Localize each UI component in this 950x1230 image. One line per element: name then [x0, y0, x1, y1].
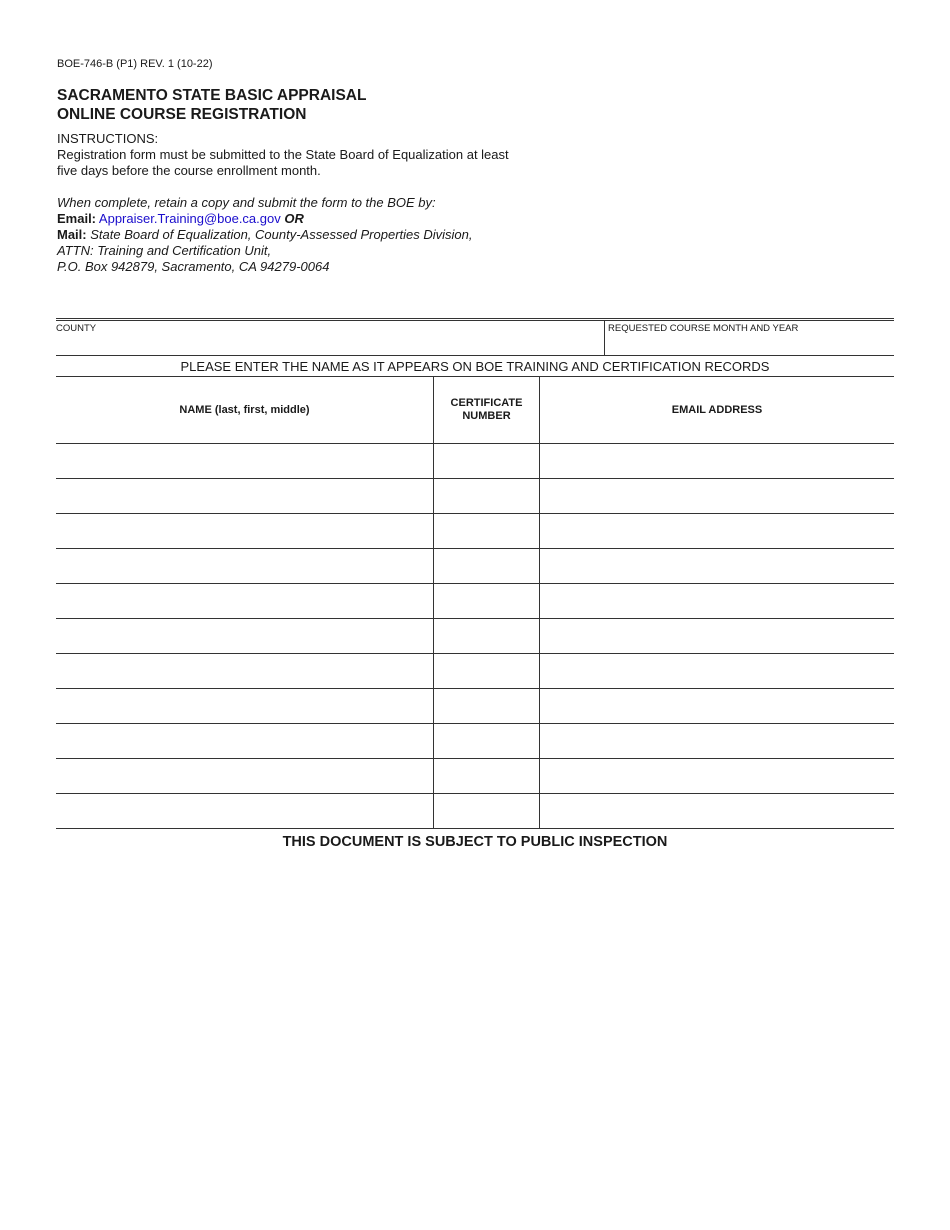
table-row — [56, 794, 894, 829]
email-cell[interactable] — [540, 759, 895, 794]
course-month-field[interactable] — [604, 321, 894, 355]
table-row — [56, 724, 894, 759]
county-field[interactable] — [56, 321, 604, 355]
page-title — [57, 86, 366, 124]
name-cell[interactable] — [56, 794, 434, 829]
certificate-cell[interactable] — [434, 514, 540, 549]
certificate-cell[interactable] — [434, 689, 540, 724]
name-cell[interactable] — [56, 444, 434, 479]
form-id: BOE-746-B (P1) REV. 1 (10-22) — [57, 58, 213, 70]
certificate-cell[interactable] — [434, 724, 540, 759]
course-month-label: REQUESTED COURSE MONTH AND YEAR — [608, 323, 799, 334]
table-row — [56, 549, 894, 584]
instructions-heading: INSTRUCTIONS: — [57, 131, 159, 146]
email-link[interactable]: Appraiser.Training@boe.ca.gov — [98, 211, 281, 226]
title-line-1: SACRAMENTO STATE BASIC APPRAISAL — [57, 87, 367, 104]
certificate-cell[interactable] — [434, 444, 540, 479]
email-label: Email: — [57, 211, 97, 226]
certificate-cell[interactable] — [434, 549, 540, 584]
email-cell[interactable] — [540, 549, 895, 584]
email-cell[interactable] — [540, 689, 895, 724]
title-line-2: ONLINE COURSE REGISTRATION — [57, 106, 307, 123]
name-cell[interactable] — [56, 689, 434, 724]
name-cell[interactable] — [56, 584, 434, 619]
certificate-column-header — [434, 377, 540, 444]
mail-address-line-1: State Board of Equalization, County-Assessed Properties Division, — [90, 227, 473, 242]
instructions-body: Registration form must be submitted to the State Board of Equalization at least five days before the course enrollment month. — [57, 147, 509, 178]
mail-label: Mail: — [57, 227, 87, 242]
email-cell[interactable] — [540, 584, 895, 619]
email-cell[interactable] — [540, 444, 895, 479]
certificate-header-line-1: CERTIFICATE — [450, 397, 523, 409]
table-header-row — [56, 377, 894, 444]
certificate-cell[interactable] — [434, 654, 540, 689]
table-row — [56, 479, 894, 514]
email-cell[interactable] — [540, 619, 895, 654]
email-cell[interactable] — [540, 479, 895, 514]
table-row — [56, 654, 894, 689]
public-inspection-notice: THIS DOCUMENT IS SUBJECT TO PUBLIC INSPECTION — [282, 834, 668, 850]
email-line — [57, 211, 517, 227]
name-notice: PLEASE ENTER THE NAME AS IT APPEARS ON BOE TRAINING AND CERTIFICATION RECORDS — [56, 352, 894, 377]
email-cell[interactable] — [540, 654, 895, 689]
name-column-header: NAME (last, first, middle) — [56, 377, 434, 444]
email-cell[interactable] — [540, 514, 895, 549]
email-column-header: EMAIL ADDRESS — [540, 377, 895, 444]
name-cell[interactable] — [56, 479, 434, 514]
registration-table — [56, 377, 894, 829]
submit-intro: When complete, retain a copy and submit the form to the BOE by: — [57, 195, 436, 210]
county-label: COUNTY — [56, 323, 97, 334]
name-cell[interactable] — [56, 654, 434, 689]
certificate-cell[interactable] — [434, 794, 540, 829]
table-row — [56, 759, 894, 794]
table-row — [56, 689, 894, 724]
certificate-header-line-2: NUMBER — [462, 410, 511, 422]
table-row — [56, 444, 894, 479]
table-row — [56, 514, 894, 549]
name-cell[interactable] — [56, 759, 434, 794]
email-cell[interactable] — [540, 794, 895, 829]
name-cell[interactable] — [56, 619, 434, 654]
instructions — [57, 131, 517, 275]
certificate-cell[interactable] — [434, 584, 540, 619]
name-cell[interactable] — [56, 549, 434, 584]
email-cell[interactable] — [540, 724, 895, 759]
or-text: OR — [284, 211, 304, 226]
mail-line — [57, 227, 517, 243]
name-cell[interactable] — [56, 514, 434, 549]
table-row — [56, 619, 894, 654]
header-fields — [56, 318, 894, 356]
certificate-cell[interactable] — [434, 619, 540, 654]
certificate-cell[interactable] — [434, 479, 540, 514]
certificate-cell[interactable] — [434, 759, 540, 794]
mail-address-line-2: ATTN: Training and Certification Unit, — [57, 243, 272, 258]
mail-address-line-3: P.O. Box 942879, Sacramento, CA 94279-0064 — [57, 259, 330, 274]
name-cell[interactable] — [56, 724, 434, 759]
table-row — [56, 584, 894, 619]
